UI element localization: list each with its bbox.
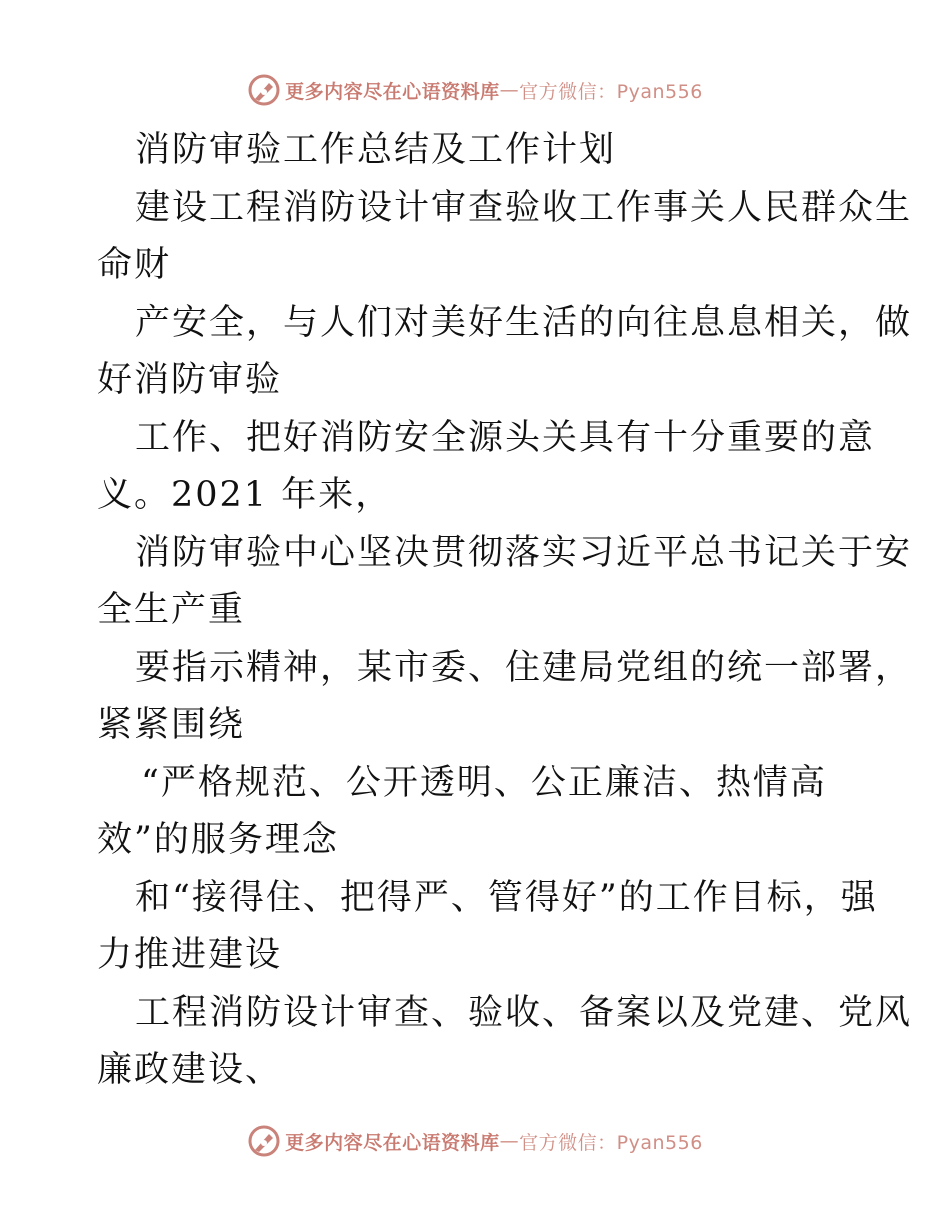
paragraph-line: 建设工程消防设计审查验收工作事关人民群众生 — [135, 187, 913, 228]
paragraph-line: “严格规范、公开透明、公正廉洁、热情高 — [141, 762, 827, 803]
paragraph-line: 好消防审验 — [97, 360, 283, 400]
watermark-text: 更多内容尽在心语资料库 — [285, 80, 500, 103]
paragraph-line: 产安全，与人们对美好生活的向往息息相关，做 — [135, 302, 913, 343]
paragraph-line: 全生产重 — [97, 590, 246, 630]
paragraph-line: 命财 — [97, 245, 172, 285]
paragraph-line: 效”的服务理念 — [97, 820, 339, 860]
paragraph-line: 要指示精神，某市委、住建局党组的统一部署， — [135, 647, 913, 688]
paragraph-line: 消防审验中心坚决贯彻落实习近平总书记关于安 — [135, 532, 913, 573]
watermark-contact: 官方微信：Pyan556 — [519, 1131, 703, 1154]
watermark-separator: — — [499, 1130, 520, 1152]
pen-logo-icon — [247, 73, 281, 107]
document-body — [97, 122, 913, 1100]
watermark-contact: 官方微信：Pyan556 — [519, 80, 703, 103]
paragraph-line: 工程消防设计审查、验收、备案以及党建、党风 — [135, 992, 913, 1033]
document-title: 消防审验工作总结及工作计划 — [135, 130, 617, 170]
paragraph-line: 廉政建设、 — [97, 1050, 283, 1090]
pen-logo-icon — [247, 1124, 281, 1158]
header-watermark — [0, 70, 950, 110]
watermark-text: 更多内容尽在心语资料库 — [285, 1131, 500, 1154]
paragraph-line: 紧紧围绕 — [97, 705, 246, 745]
paragraph-line: 义。2021 年来， — [97, 475, 393, 515]
footer-watermark — [0, 1121, 950, 1161]
paragraph-line: 力推进建设 — [97, 935, 283, 975]
paragraph-line: 工作、把好消防安全源头关具有十分重要的意 — [135, 417, 876, 458]
watermark-separator: — — [499, 79, 520, 101]
paragraph-line: 和“接得住、把得严、管得好”的工作目标，强 — [135, 877, 878, 918]
